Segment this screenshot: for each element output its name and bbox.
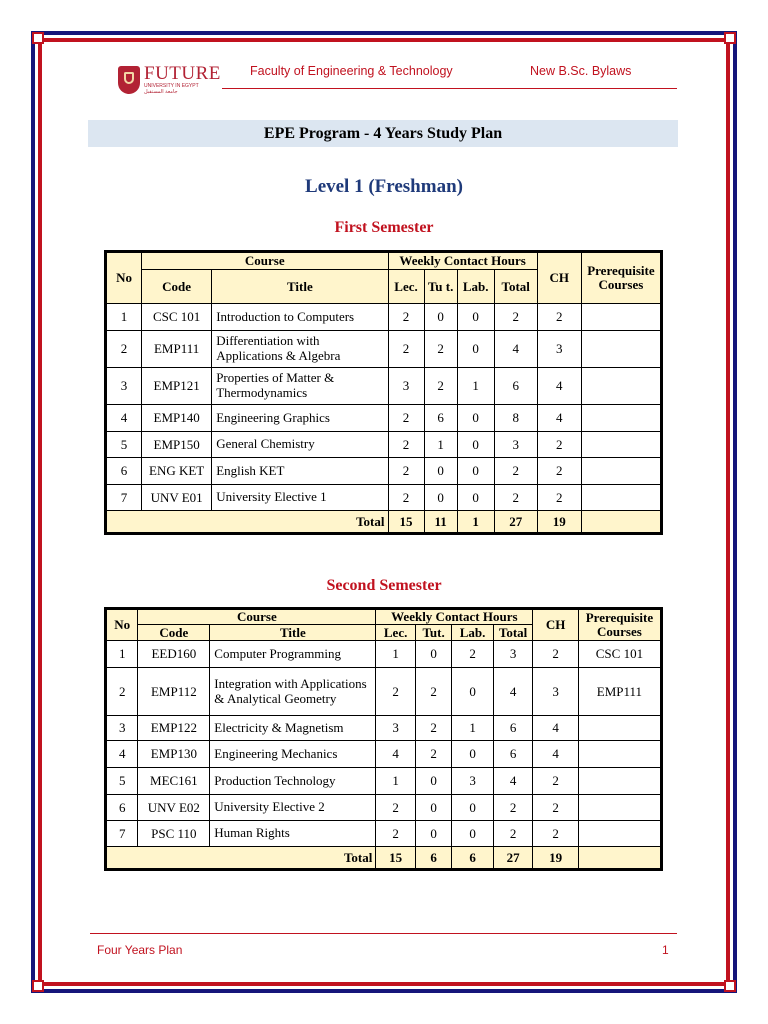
cell-lab: 1 xyxy=(452,716,494,741)
cell-lab: 0 xyxy=(452,741,494,768)
cell-code: PSC 110 xyxy=(138,821,210,847)
cell-code: EED160 xyxy=(138,641,210,668)
col-total: Total xyxy=(493,625,532,641)
cell-prereq xyxy=(578,795,661,821)
cell-tut: 1 xyxy=(424,432,457,458)
cell-lec: 3 xyxy=(388,368,424,405)
cell-total: 2 xyxy=(494,304,537,331)
page-number: 1 xyxy=(662,943,669,957)
cell-lab: 0 xyxy=(457,304,494,331)
cell-no: 4 xyxy=(106,741,138,768)
cell-tut: 0 xyxy=(415,821,451,847)
cell-tut: 2 xyxy=(424,331,457,368)
col-course: Course xyxy=(138,609,376,625)
col-course: Course xyxy=(142,252,388,270)
page-title: EPE Program - 4 Years Study Plan xyxy=(88,120,678,147)
level-heading: Level 1 (Freshman) xyxy=(305,176,463,197)
semester-1-heading: First Semester xyxy=(334,219,434,236)
cell-ch: 2 xyxy=(533,821,579,847)
cell-title: Engineering Graphics xyxy=(212,405,388,432)
table-row xyxy=(106,741,662,768)
header-faculty: Faculty of Engineering & Technology xyxy=(250,64,453,78)
cell-lec: 2 xyxy=(388,304,424,331)
cell-code: EMP150 xyxy=(142,432,212,458)
table-row xyxy=(106,331,662,368)
cell-tut: 0 xyxy=(415,641,451,668)
cell-lab: 3 xyxy=(452,768,494,795)
cell-code: EMP122 xyxy=(138,716,210,741)
col-code: Code xyxy=(142,270,212,304)
cell-title: Introduction to Computers xyxy=(212,304,388,331)
col-total: Total xyxy=(494,270,537,304)
cell-lab: 0 xyxy=(457,458,494,485)
cell-total: 4 xyxy=(494,331,537,368)
cell-lec: 1 xyxy=(376,641,415,668)
col-prereq: Prerequisite Courses xyxy=(578,609,661,641)
cell-tut: 6 xyxy=(424,405,457,432)
cell-lab: 0 xyxy=(452,795,494,821)
cell-prereq xyxy=(578,716,661,741)
cell-no: 2 xyxy=(106,331,142,368)
cell-prereq: CSC 101 xyxy=(578,641,661,668)
cell-lab: 0 xyxy=(457,331,494,368)
cell-prereq xyxy=(581,405,661,432)
cell-total: 2 xyxy=(494,458,537,485)
col-no: No xyxy=(106,609,138,641)
table-row xyxy=(106,821,662,847)
table-row xyxy=(106,485,662,511)
cell-no: 1 xyxy=(106,641,138,668)
cell-ch: 4 xyxy=(533,716,579,741)
cell-lab: 2 xyxy=(452,641,494,668)
cell-total: 8 xyxy=(494,405,537,432)
cell-prereq xyxy=(581,485,661,511)
cell-ch: 2 xyxy=(537,485,581,511)
cell-prereq xyxy=(581,432,661,458)
cell-total: 6 xyxy=(493,741,532,768)
cell-prereq xyxy=(578,741,661,768)
cell-tut: 0 xyxy=(415,768,451,795)
cell-lec: 1 xyxy=(376,768,415,795)
cell-code: EMP130 xyxy=(138,741,210,768)
col-weekly-hours: Weekly Contact Hours xyxy=(376,609,533,625)
cell-lec: 2 xyxy=(388,458,424,485)
col-title: Title xyxy=(210,625,376,641)
col-prereq: Prerequisite Courses xyxy=(581,252,661,304)
cell-no: 5 xyxy=(106,768,138,795)
cell-prereq xyxy=(578,821,661,847)
cell-prereq: EMP111 xyxy=(578,668,661,716)
semester-1-table xyxy=(104,250,663,535)
cell-lec: 2 xyxy=(376,821,415,847)
semester-2-table xyxy=(104,607,663,871)
cell-lec: 2 xyxy=(388,432,424,458)
cell-prereq xyxy=(581,331,661,368)
cell-prereq xyxy=(581,368,661,405)
col-tut: Tu t. xyxy=(424,270,457,304)
cell-prereq xyxy=(581,304,661,331)
cell-lec: 2 xyxy=(376,668,415,716)
total-tut: 11 xyxy=(424,511,457,534)
cell-lab: 0 xyxy=(452,821,494,847)
semester-2-heading: Second Semester xyxy=(326,577,442,594)
cell-total: 4 xyxy=(493,668,532,716)
cell-title: Properties of Matter & Thermodynamics xyxy=(212,368,388,405)
cell-code: EMP112 xyxy=(138,668,210,716)
cell-title: University Elective 2 xyxy=(210,795,376,821)
cell-no: 3 xyxy=(106,716,138,741)
cell-code: EMP111 xyxy=(142,331,212,368)
total-lec: 15 xyxy=(376,847,415,870)
cell-lec: 2 xyxy=(388,405,424,432)
table-row xyxy=(106,432,662,458)
cell-lec: 2 xyxy=(388,331,424,368)
col-lec: Lec. xyxy=(376,625,415,641)
table-row xyxy=(106,795,662,821)
cell-no: 1 xyxy=(106,304,142,331)
cell-tut: 2 xyxy=(415,741,451,768)
cell-ch: 2 xyxy=(533,641,579,668)
total-ch: 19 xyxy=(533,847,579,870)
table-row xyxy=(106,668,662,716)
shield-icon xyxy=(118,66,140,94)
cell-title: Production Technology xyxy=(210,768,376,795)
cell-title: Differentiation with Applications & Algebra xyxy=(212,331,388,368)
cell-tut: 0 xyxy=(424,458,457,485)
header-divider xyxy=(222,88,677,89)
total-lab: 1 xyxy=(457,511,494,534)
total-prereq xyxy=(581,511,661,534)
cell-ch: 4 xyxy=(533,741,579,768)
cell-total: 6 xyxy=(493,716,532,741)
cell-tut: 2 xyxy=(415,668,451,716)
total-lab: 6 xyxy=(452,847,494,870)
cell-lec: 2 xyxy=(376,795,415,821)
cell-lec: 4 xyxy=(376,741,415,768)
cell-no: 7 xyxy=(106,821,138,847)
cell-no: 5 xyxy=(106,432,142,458)
corner-ornament-bottom-left xyxy=(32,980,44,992)
col-title: Title xyxy=(212,270,388,304)
col-lab: Lab. xyxy=(457,270,494,304)
table-row xyxy=(106,405,662,432)
cell-total: 3 xyxy=(493,641,532,668)
cell-ch: 2 xyxy=(537,458,581,485)
cell-title: Engineering Mechanics xyxy=(210,741,376,768)
cell-title: Integration with Applications & Analytical Geometry xyxy=(210,668,376,716)
cell-no: 4 xyxy=(106,405,142,432)
cell-code: CSC 101 xyxy=(142,304,212,331)
total-label: Total xyxy=(106,511,389,534)
col-tut: Tut. xyxy=(415,625,451,641)
cell-total: 2 xyxy=(493,795,532,821)
col-ch: CH xyxy=(537,252,581,304)
table-row xyxy=(106,641,662,668)
cell-lab: 1 xyxy=(457,368,494,405)
table-row xyxy=(106,458,662,485)
col-ch: CH xyxy=(533,609,579,641)
cell-no: 6 xyxy=(106,458,142,485)
totals-row xyxy=(106,511,662,534)
cell-lab: 0 xyxy=(452,668,494,716)
cell-tut: 0 xyxy=(415,795,451,821)
total-label: Total xyxy=(106,847,376,870)
logo-name: FUTURE xyxy=(144,63,221,84)
cell-ch: 2 xyxy=(537,432,581,458)
total-prereq xyxy=(578,847,661,870)
cell-code: ENG KET xyxy=(142,458,212,485)
logo-subtext: UNIVERSITY IN EGYPT xyxy=(144,83,199,89)
cell-lab: 0 xyxy=(457,485,494,511)
col-lab: Lab. xyxy=(452,625,494,641)
university-logo xyxy=(118,64,221,95)
table-row xyxy=(106,768,662,795)
cell-ch: 4 xyxy=(537,368,581,405)
table-row xyxy=(106,368,662,405)
table-row xyxy=(106,304,662,331)
cell-lec: 2 xyxy=(388,485,424,511)
cell-title: Electricity & Magnetism xyxy=(210,716,376,741)
cell-tut: 2 xyxy=(415,716,451,741)
cell-total: 2 xyxy=(493,821,532,847)
cell-lec: 3 xyxy=(376,716,415,741)
col-code: Code xyxy=(138,625,210,641)
cell-ch: 2 xyxy=(537,304,581,331)
cell-code: EMP140 xyxy=(142,405,212,432)
header-bylaws: New B.Sc. Bylaws xyxy=(530,64,632,78)
cell-ch: 2 xyxy=(533,795,579,821)
cell-lab: 0 xyxy=(457,432,494,458)
cell-ch: 3 xyxy=(533,668,579,716)
cell-prereq xyxy=(581,458,661,485)
cell-lab: 0 xyxy=(457,405,494,432)
totals-row xyxy=(106,847,662,870)
cell-no: 2 xyxy=(106,668,138,716)
col-weekly-hours: Weekly Contact Hours xyxy=(388,252,537,270)
table-row xyxy=(106,716,662,741)
cell-total: 3 xyxy=(494,432,537,458)
corner-ornament-top-left xyxy=(32,32,44,44)
cell-code: MEC161 xyxy=(138,768,210,795)
cell-prereq xyxy=(578,768,661,795)
col-lec: Lec. xyxy=(388,270,424,304)
footer-divider xyxy=(90,933,677,934)
total-tut: 6 xyxy=(415,847,451,870)
cell-ch: 2 xyxy=(533,768,579,795)
cell-total: 4 xyxy=(493,768,532,795)
cell-ch: 3 xyxy=(537,331,581,368)
corner-ornament-bottom-right xyxy=(724,980,736,992)
cell-tut: 2 xyxy=(424,368,457,405)
cell-title: Computer Programming xyxy=(210,641,376,668)
cell-total: 2 xyxy=(494,485,537,511)
total-total: 27 xyxy=(493,847,532,870)
cell-code: UNV E01 xyxy=(142,485,212,511)
total-ch: 19 xyxy=(537,511,581,534)
corner-ornament-top-right xyxy=(724,32,736,44)
cell-no: 7 xyxy=(106,485,142,511)
cell-no: 3 xyxy=(106,368,142,405)
col-no: No xyxy=(106,252,142,304)
footer-label: Four Years Plan xyxy=(97,943,183,957)
cell-title: Human Rights xyxy=(210,821,376,847)
cell-ch: 4 xyxy=(537,405,581,432)
cell-title: English KET xyxy=(212,458,388,485)
cell-code: EMP121 xyxy=(142,368,212,405)
cell-total: 6 xyxy=(494,368,537,405)
total-total: 27 xyxy=(494,511,537,534)
cell-code: UNV E02 xyxy=(138,795,210,821)
cell-tut: 0 xyxy=(424,304,457,331)
logo-arabic: جامعة المستقبل xyxy=(144,89,178,95)
cell-title: General Chemistry xyxy=(212,432,388,458)
total-lec: 15 xyxy=(388,511,424,534)
cell-no: 6 xyxy=(106,795,138,821)
cell-tut: 0 xyxy=(424,485,457,511)
cell-title: University Elective 1 xyxy=(212,485,388,511)
